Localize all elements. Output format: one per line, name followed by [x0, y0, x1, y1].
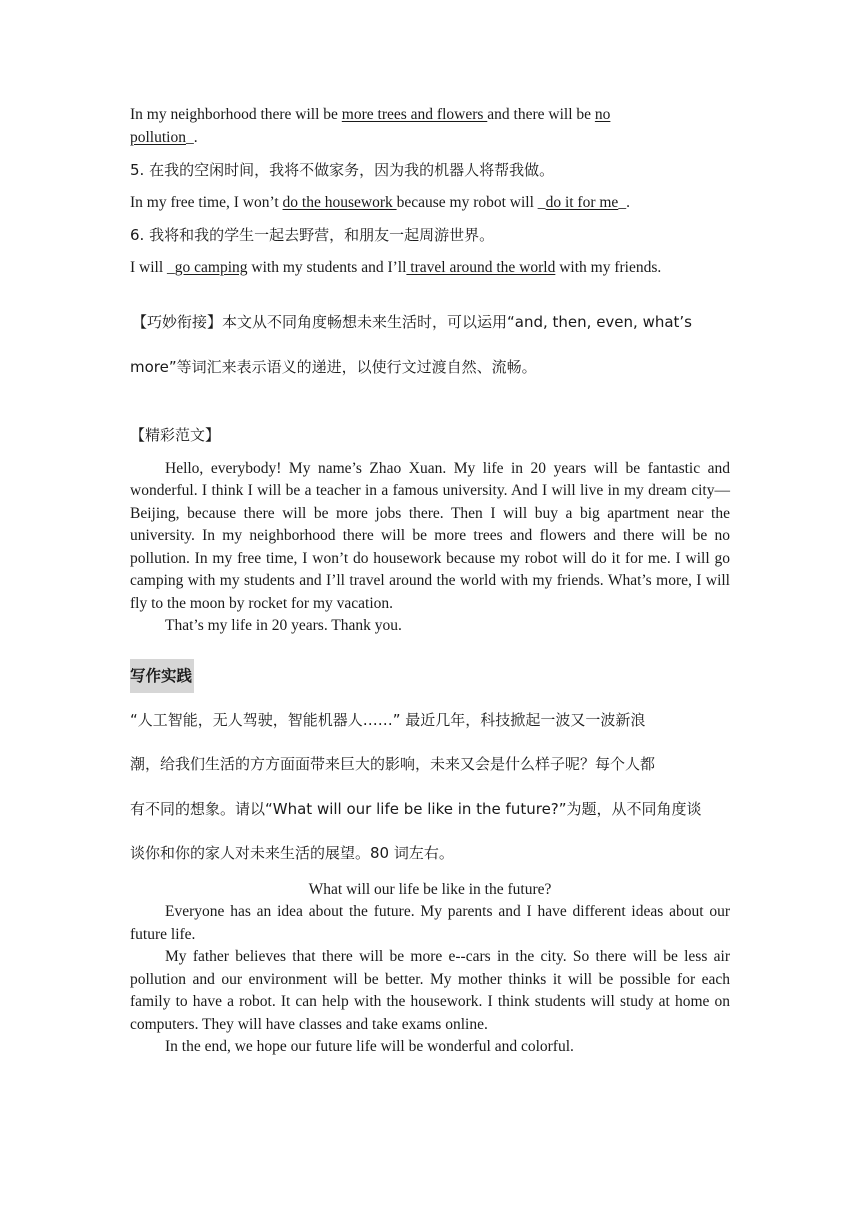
- practice-heading: 写作实践: [130, 659, 194, 693]
- ex4-answer-1: more trees and flowers: [341, 106, 488, 123]
- ex4-answer-2a: no: [594, 106, 611, 123]
- ex6-tail: with my friends.: [555, 258, 662, 276]
- prompt-line-1: “人工智能，无人驾驶，智能机器人……” 最近几年，科技掀起一波又一波新浪: [130, 710, 646, 729]
- tip-line-1: 【巧妙衔接】本文从不同角度畅想未来生活时，可以运用“and, then, even, what’s: [132, 313, 692, 331]
- essay-paragraph-3: In the end, we hope our future life will be wonderful and colorful.: [165, 1038, 574, 1055]
- exercise-5-english: [130, 192, 730, 215]
- practice-heading-wrap: [130, 659, 730, 693]
- practice-prompt: [130, 709, 730, 865]
- exercise-6-chinese: 6. 我将和我的学生一起去野营，和朋友一起周游世界。: [130, 226, 495, 244]
- essay-paragraph-2: My father believes that there will be more e--cars in the city. So there will be less air pollution and our environment will be better. My mother thinks it will be possible for each family to have a robot. It can help with the housework. I think students will study at home on computers. They will have classes and take exams online.: [130, 948, 730, 1033]
- ex6-text-a: I will _: [130, 258, 175, 276]
- ex6-text-b: with my students and I’ll: [247, 258, 407, 276]
- ex5-answer-2: do it for me: [545, 193, 619, 211]
- prompt-line-3: 有不同的想象。请以“What will our life be like in the future?”为题，从不同角度谈: [130, 799, 702, 818]
- tip-line-2: more”等词汇来表示语义的递进，以使行文过渡自然、流畅。: [130, 358, 537, 376]
- prompt-line-4: 谈你和你的家人对未来生活的展望。80 词左右。: [130, 844, 454, 862]
- ex4-answer-2b: pollution: [130, 128, 186, 146]
- tip-block: [130, 311, 730, 378]
- ex4-text-a: In my neighborhood there will be: [130, 106, 342, 123]
- sample-paragraph-1: Hello, everybody! My name’s Zhao Xuan. My life in 20 years will be fantastic and wonderful. I think I will be a teacher in a famous university. And I will live in my dream city—Beijing, because there will be more jobs there. Then I will buy a big apartment near the university. In my neighborhood there will be more trees and flowers and there will be no pollution. In my free time, I won’t do housework because my robot will do it for me. I will go camping with my students and I’ll travel around the world with my friends. What’s more, I will fly to the moon by rocket for my vacation.: [130, 459, 730, 612]
- sample-heading: 【精彩范文】: [130, 426, 221, 444]
- ex5-text-b: because my robot will _: [396, 193, 546, 211]
- essay-title: What will our life be like in the future?: [308, 880, 552, 898]
- ex5-tail: _.: [618, 193, 630, 211]
- ex4-tail: _.: [185, 128, 198, 146]
- exercise-6-english: [130, 257, 730, 280]
- sample-paragraph-2: That’s my life in 20 years. Thank you.: [165, 617, 402, 634]
- ex5-text-a: In my free time, I won’t: [130, 193, 283, 211]
- essay-paragraph-1: Everyone has an idea about the future. My parents and I have different ideas about our future life.: [130, 903, 730, 943]
- ex6-answer-2: travel around the world: [406, 258, 556, 276]
- prompt-line-2: 潮，给我们生活的方方面面带来巨大的影响，未来又会是什么样子呢？每个人都: [130, 755, 656, 773]
- ex5-answer-1: do the housework: [282, 193, 397, 211]
- exercise-4-english: [130, 104, 730, 149]
- exercise-5-chinese: 5. 在我的空闲时间，我将不做家务，因为我的机器人将帮我做。: [130, 161, 555, 179]
- ex6-answer-1: go camping: [174, 258, 248, 276]
- ex4-text-b: and there will be: [487, 106, 595, 123]
- document-page: [130, 104, 730, 1059]
